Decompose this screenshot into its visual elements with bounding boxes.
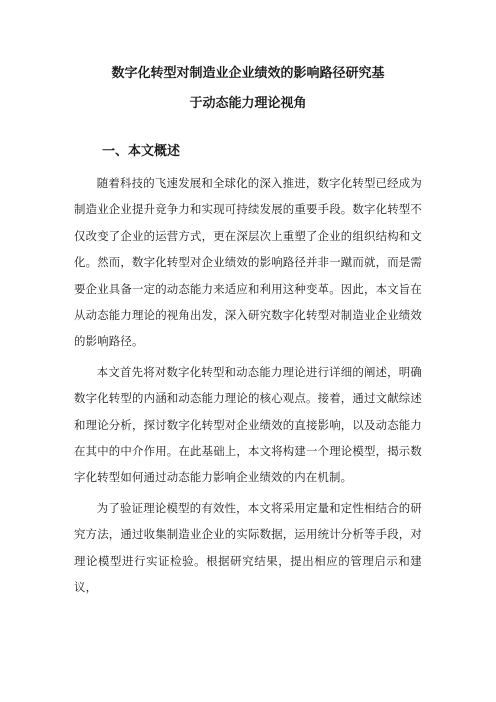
paragraph-2: 本文首先将对数字化转型和动态能力理论进行详细的阐述，明确数字化转型的内涵和动态能力理论的核心观点。接着，通过文献综述和理论分析，探讨数字化转型对企业绩效的直接影响，以及动态能力在其中的中介作用。在此基础上，本文将构建一个理论模型，揭示数字化转型如何通过动态能力影响企业绩效的内在机制。: [74, 364, 422, 485]
section-heading-overview: 一、本文概述: [102, 144, 181, 159]
document-title-line-2: 于动态能力理论视角: [189, 96, 307, 111]
paragraph-3: 为了验证理论模型的有效性，本文将采用定量和定性相结合的研究方法，通过收集制造业企业的实际数据，运用统计分析等手段，对理论模型进行实证检验。根据研究结果，提出相应的管理启示和建议，: [74, 500, 422, 595]
paragraph-1: 随着科技的飞速发展和全球化的深入推进，数字化转型已经成为制造业企业提升竞争力和实现可持续发展的重要手段。数字化转型不仅改变了企业的运营方式，更在深层次上重塑了企业的组织结构和文化。然而，数字化转型对企业绩效的影响路径并非一蹴而就，而是需要企业具备一定的动态能力来适应和利用这种变革。因此，本文旨在从动态能力理论的视角出发，深入研究数字化转型对制造业企业绩效的影响路径。: [74, 176, 422, 349]
document-title-line-1: 数字化转型对制造业企业绩效的影响路径研究基: [111, 66, 385, 81]
